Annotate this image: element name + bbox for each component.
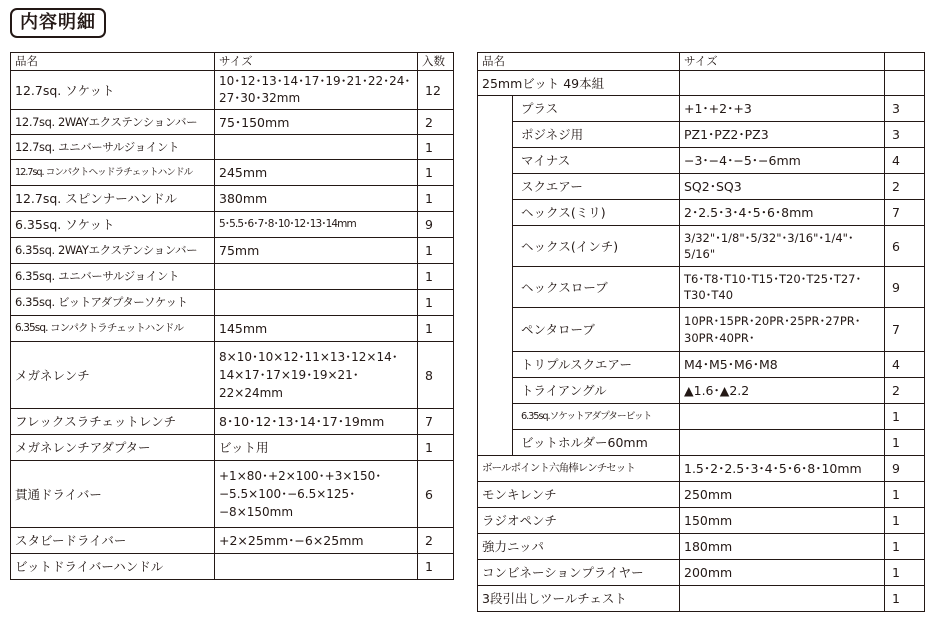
item-size: +1･+2･+3 [680, 96, 885, 122]
item-qty [885, 71, 925, 96]
item-name: 3段引出しツールチェスト [478, 586, 680, 612]
table-row [478, 560, 925, 586]
item-name: 強力ニッパ [478, 534, 680, 560]
item-qty: 6 [885, 226, 925, 267]
item-size: M4･M5･M6･M8 [680, 352, 885, 378]
item-size [680, 71, 885, 96]
table-row [11, 264, 454, 290]
item-size: ▲1.6･▲2.2 [680, 378, 885, 404]
item-qty: 1 [418, 160, 454, 186]
table-row [478, 200, 925, 226]
item-size: 2･2.5･3･4･5･6･8mm [680, 200, 885, 226]
item-size: +1×80･+2×100･+3×150･−5.5×100･−6.5×125･−8×150mm [215, 461, 418, 528]
table-row [478, 96, 925, 122]
item-size: 10PR･15PR･20PR･25PR･27PR･30PR･40PR･ [680, 308, 885, 352]
table-row [478, 586, 925, 612]
table-row [11, 110, 454, 135]
header-row [11, 53, 454, 71]
item-qty: 1 [885, 508, 925, 534]
item-name: ヘックスローブ [513, 267, 680, 308]
item-name: 6.35sq. ソケット [11, 212, 215, 238]
item-qty: 1 [418, 435, 454, 461]
table-row [11, 316, 454, 342]
table-row [478, 308, 925, 352]
item-name: ペンタローブ [513, 308, 680, 352]
header-size: サイズ [680, 53, 885, 71]
table-row [11, 342, 454, 409]
item-qty: 1 [418, 554, 454, 580]
item-size [215, 135, 418, 160]
table-row [478, 267, 925, 308]
item-size: 3/32"･1/8"･5/32"･3/16"･1/4"･5/16" [680, 226, 885, 267]
item-name: トライアングル [513, 378, 680, 404]
item-size: 1.5･2･2.5･3･4･5･6･8･10mm [680, 456, 885, 482]
item-name: 12.7sq. スピンナーハンドル [11, 186, 215, 212]
header-name: 品名 [478, 53, 680, 71]
table-row [478, 534, 925, 560]
item-size: 145mm [215, 316, 418, 342]
item-qty: 4 [885, 352, 925, 378]
item-qty: 1 [885, 430, 925, 456]
item-qty: 9 [885, 456, 925, 482]
item-name: ビットホルダー60mm [513, 430, 680, 456]
item-name: トリプルスクエアー [513, 352, 680, 378]
table-row [478, 456, 925, 482]
item-size: T6･T8･T10･T15･T20･T25･T27･T30･T40 [680, 267, 885, 308]
item-name: 12.7sq. 2WAYエクステンションバー [11, 110, 215, 135]
item-name: コンビネーションプライヤー [478, 560, 680, 586]
indent-cell [478, 174, 513, 200]
item-name: 6.35sq. コンパクトラチェットハンドル [11, 316, 215, 342]
table-row [478, 174, 925, 200]
header-size: サイズ [215, 53, 418, 71]
table-row [478, 508, 925, 534]
item-size: 8･10･12･13･14･17･19mm [215, 409, 418, 435]
indent-cell [478, 404, 513, 430]
item-name: スクエアー [513, 174, 680, 200]
indent-cell [478, 148, 513, 174]
item-size: −3･−4･−5･−6mm [680, 148, 885, 174]
item-qty: 3 [885, 96, 925, 122]
table-row [11, 290, 454, 316]
item-name: メガネレンチアダプター [11, 435, 215, 461]
item-size: +2×25mm･−6×25mm [215, 528, 418, 554]
item-qty: 1 [885, 534, 925, 560]
item-name: スタビードライバー [11, 528, 215, 554]
page-title: 内容明細 [10, 8, 106, 38]
item-qty: 1 [418, 316, 454, 342]
item-name: 12.7sq. ソケット [11, 71, 215, 110]
item-name: 6.35sq.ソケットアダプタービット [513, 404, 680, 430]
item-size: 150mm [680, 508, 885, 534]
table-row [478, 430, 925, 456]
indent-cell [478, 430, 513, 456]
table-row [11, 554, 454, 580]
item-name: ヘックス(インチ) [513, 226, 680, 267]
contents-table-left [10, 52, 454, 580]
item-qty: 1 [418, 290, 454, 316]
table-row [11, 212, 454, 238]
indent-cell [478, 378, 513, 404]
item-qty: 2 [418, 528, 454, 554]
item-qty: 6 [418, 461, 454, 528]
table-row [11, 409, 454, 435]
item-qty: 7 [418, 409, 454, 435]
item-name: 12.7sq. ユニバーサルジョイント [11, 135, 215, 160]
indent-cell [478, 352, 513, 378]
item-size [215, 290, 418, 316]
item-name: ボールポイント六角棒レンチセット [478, 456, 680, 482]
item-name: プラス [513, 96, 680, 122]
item-size: 75mm [215, 238, 418, 264]
item-name: メガネレンチ [11, 342, 215, 409]
item-name: 貫通ドライバー [11, 461, 215, 528]
item-size: 180mm [680, 534, 885, 560]
item-qty: 9 [885, 267, 925, 308]
group-row [478, 71, 925, 96]
table-row [478, 122, 925, 148]
item-qty: 2 [418, 110, 454, 135]
item-name: 6.35sq. ビットアダプターソケット [11, 290, 215, 316]
item-size: 250mm [680, 482, 885, 508]
table-row [478, 482, 925, 508]
item-name: フレックスラチェットレンチ [11, 409, 215, 435]
item-qty: 1 [418, 264, 454, 290]
indent-cell [478, 226, 513, 267]
item-name: 12.7sq. コンパクトヘッドラチェットハンドル [11, 160, 215, 186]
item-name: ラジオペンチ [478, 508, 680, 534]
item-qty: 4 [885, 148, 925, 174]
item-size [680, 404, 885, 430]
item-name: 6.35sq. 2WAYエクステンションバー [11, 238, 215, 264]
item-qty: 1 [885, 586, 925, 612]
table-row [11, 528, 454, 554]
item-size: 200mm [680, 560, 885, 586]
header-row [478, 53, 925, 71]
item-qty: 2 [885, 174, 925, 200]
item-size: 8×10･10×12･11×13･12×14･14×17･17×19･19×21･22×24mm [215, 342, 418, 409]
indent-cell [478, 122, 513, 148]
table-row [11, 71, 454, 110]
indent-cell [478, 200, 513, 226]
item-qty: 9 [418, 212, 454, 238]
item-size [215, 264, 418, 290]
item-size: 245mm [215, 160, 418, 186]
item-size: SQ2･SQ3 [680, 174, 885, 200]
item-qty: 1 [885, 560, 925, 586]
item-qty: 1 [885, 404, 925, 430]
item-qty: 7 [885, 200, 925, 226]
item-size: 5･5.5･6･7･8･10･12･13･14mm [215, 212, 418, 238]
header-name: 品名 [11, 53, 215, 71]
item-qty: 7 [885, 308, 925, 352]
item-name: ヘックス(ミリ) [513, 200, 680, 226]
item-name: ビットドライバーハンドル [11, 554, 215, 580]
table-row [478, 404, 925, 430]
indent-cell [478, 96, 513, 122]
table-row [11, 238, 454, 264]
item-name: マイナス [513, 148, 680, 174]
item-size: 380mm [215, 186, 418, 212]
item-qty: 12 [418, 71, 454, 110]
group-name: 25mmビット 49本組 [478, 71, 680, 96]
item-name: モンキレンチ [478, 482, 680, 508]
item-size [215, 554, 418, 580]
item-size: 10･12･13･14･17･19･21･22･24･27･30･32mm [215, 71, 418, 110]
table-row [11, 186, 454, 212]
item-qty: 1 [418, 186, 454, 212]
table-row [11, 135, 454, 160]
item-name: 6.35sq. ユニバーサルジョイント [11, 264, 215, 290]
item-name: ポジネジ用 [513, 122, 680, 148]
item-size: PZ1･PZ2･PZ3 [680, 122, 885, 148]
item-qty: 1 [885, 482, 925, 508]
header-qty [885, 53, 925, 71]
indent-cell [478, 267, 513, 308]
item-qty: 8 [418, 342, 454, 409]
item-size [680, 586, 885, 612]
table-row [478, 378, 925, 404]
indent-cell [478, 308, 513, 352]
table-row [478, 226, 925, 267]
item-qty: 3 [885, 122, 925, 148]
table-row [478, 352, 925, 378]
item-size: 75･150mm [215, 110, 418, 135]
table-row [478, 148, 925, 174]
table-row [11, 461, 454, 528]
item-size [680, 430, 885, 456]
header-qty: 入数 [418, 53, 454, 71]
table-row [11, 435, 454, 461]
table-row [11, 160, 454, 186]
item-qty: 2 [885, 378, 925, 404]
item-qty: 1 [418, 238, 454, 264]
contents-table-right [477, 52, 925, 612]
item-size: ビット用 [215, 435, 418, 461]
item-qty: 1 [418, 135, 454, 160]
